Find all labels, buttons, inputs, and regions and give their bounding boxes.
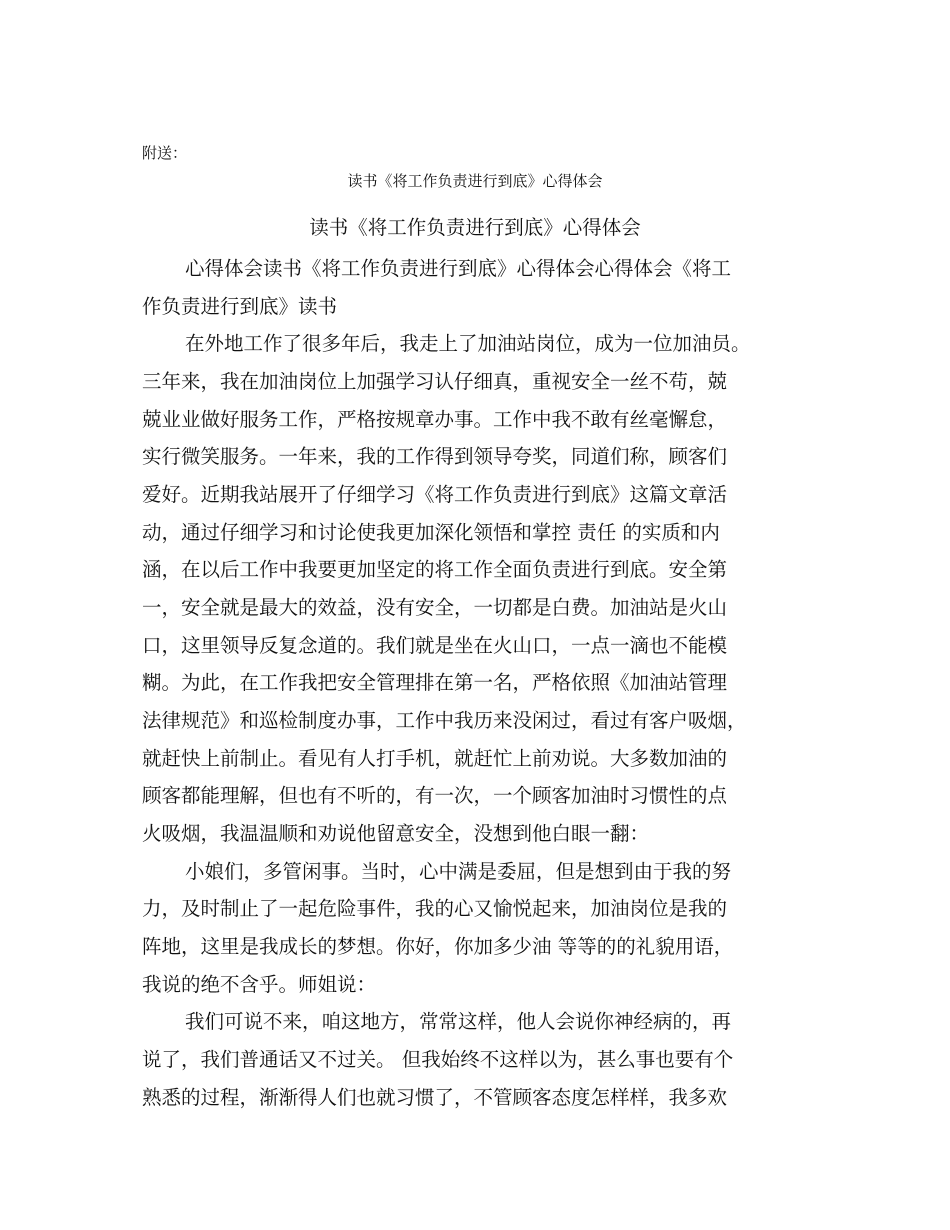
paragraph-line: 顾客都能理解，但也有不听的，有一次，一个顾客加油时习惯性的点 — [142, 784, 728, 807]
paragraph-line: 心得体会读书《将工作负责进行到底》心得体会心得体会《将工 — [185, 257, 732, 280]
paragraph-line: 口，这里领导反复念道的。我们就是坐在火山口，一点一滴也不能模 — [142, 634, 728, 657]
paragraph-line: 熟悉的过程，渐渐得人们也就习惯了，不管顾客态度怎样样，我多欢 — [142, 1086, 728, 1109]
appendix-label: 附送： — [142, 144, 188, 162]
paragraph-line: 力，及时制止了一起危险事件，我的心又愉悦起来，加油岗位是我的 — [142, 897, 728, 920]
paragraph-line: 就赶快上前制止。看见有人打手机，就赶忙上前劝说。大多数加油的 — [142, 747, 728, 770]
paragraph-line: 法律规范》和巡检制度办事，工作中我历来没闲过，看过有客户吸烟， — [142, 709, 747, 732]
paragraph-line: 一，安全就是最大的效益，没有安全，一切都是白费。加油站是火山 — [142, 596, 728, 619]
paragraph-line: 作负责进行到底》读书 — [142, 295, 338, 318]
paragraph-line: 小娘们，多管闲事。当时，心中满是委屈，但是想到由于我的努 — [185, 860, 732, 883]
paragraph-line: 涵，在以后工作中我要更加坚定的将工作全面负责进行到底。安全第 — [142, 558, 728, 581]
paragraph-line: 在外地工作了很多年后，我走上了加油站岗位，成为一位加油员。 — [185, 332, 751, 355]
paragraph-line: 爱好。近期我站展开了仔细学习《将工作负责进行到底》这篇文章活 — [142, 483, 728, 506]
paragraph-line: 阵地，这里是我成长的梦想。你好，你加多少油 等等的的礼貌用语， — [142, 935, 734, 958]
paragraph-line: 三年来，我在加油岗位上加强学习认仔细真，重视安全一丝不苟，兢 — [142, 370, 728, 393]
paragraph-line: 动，通过仔细学习和讨论使我更加深化领悟和掌控 责任 的实质和内 — [142, 521, 720, 544]
header-title: 读书《将工作负责进行到底》心得体会 — [347, 172, 603, 190]
paragraph-line: 兢业业做好服务工作，严格按规章办事。工作中我不敢有丝毫懈怠， — [142, 408, 728, 431]
paragraph-line: 我说的绝不含乎。师姐说： — [142, 973, 377, 996]
paragraph-line: 火吸烟，我温温顺和劝说他留意安全，没想到他白眼一翻： — [142, 822, 650, 845]
paragraph-line: 实行微笑服务。一年来，我的工作得到领导夸奖，同道们称，顾客们 — [142, 445, 728, 468]
paragraph-line: 我们可说不来，咱这地方，常常这样，他人会说你神经病的，再 — [185, 1010, 732, 1033]
paragraph-line: 糊。为此，在工作我把安全管理排在第一名，严格依照《加油站管理 — [142, 671, 728, 694]
paragraph-line: 说了，我们普通话又不过关。 但我始终不这样以为，甚么事也要有个 — [142, 1048, 734, 1071]
page-title: 读书《将工作负责进行到底》心得体会 — [309, 216, 641, 239]
